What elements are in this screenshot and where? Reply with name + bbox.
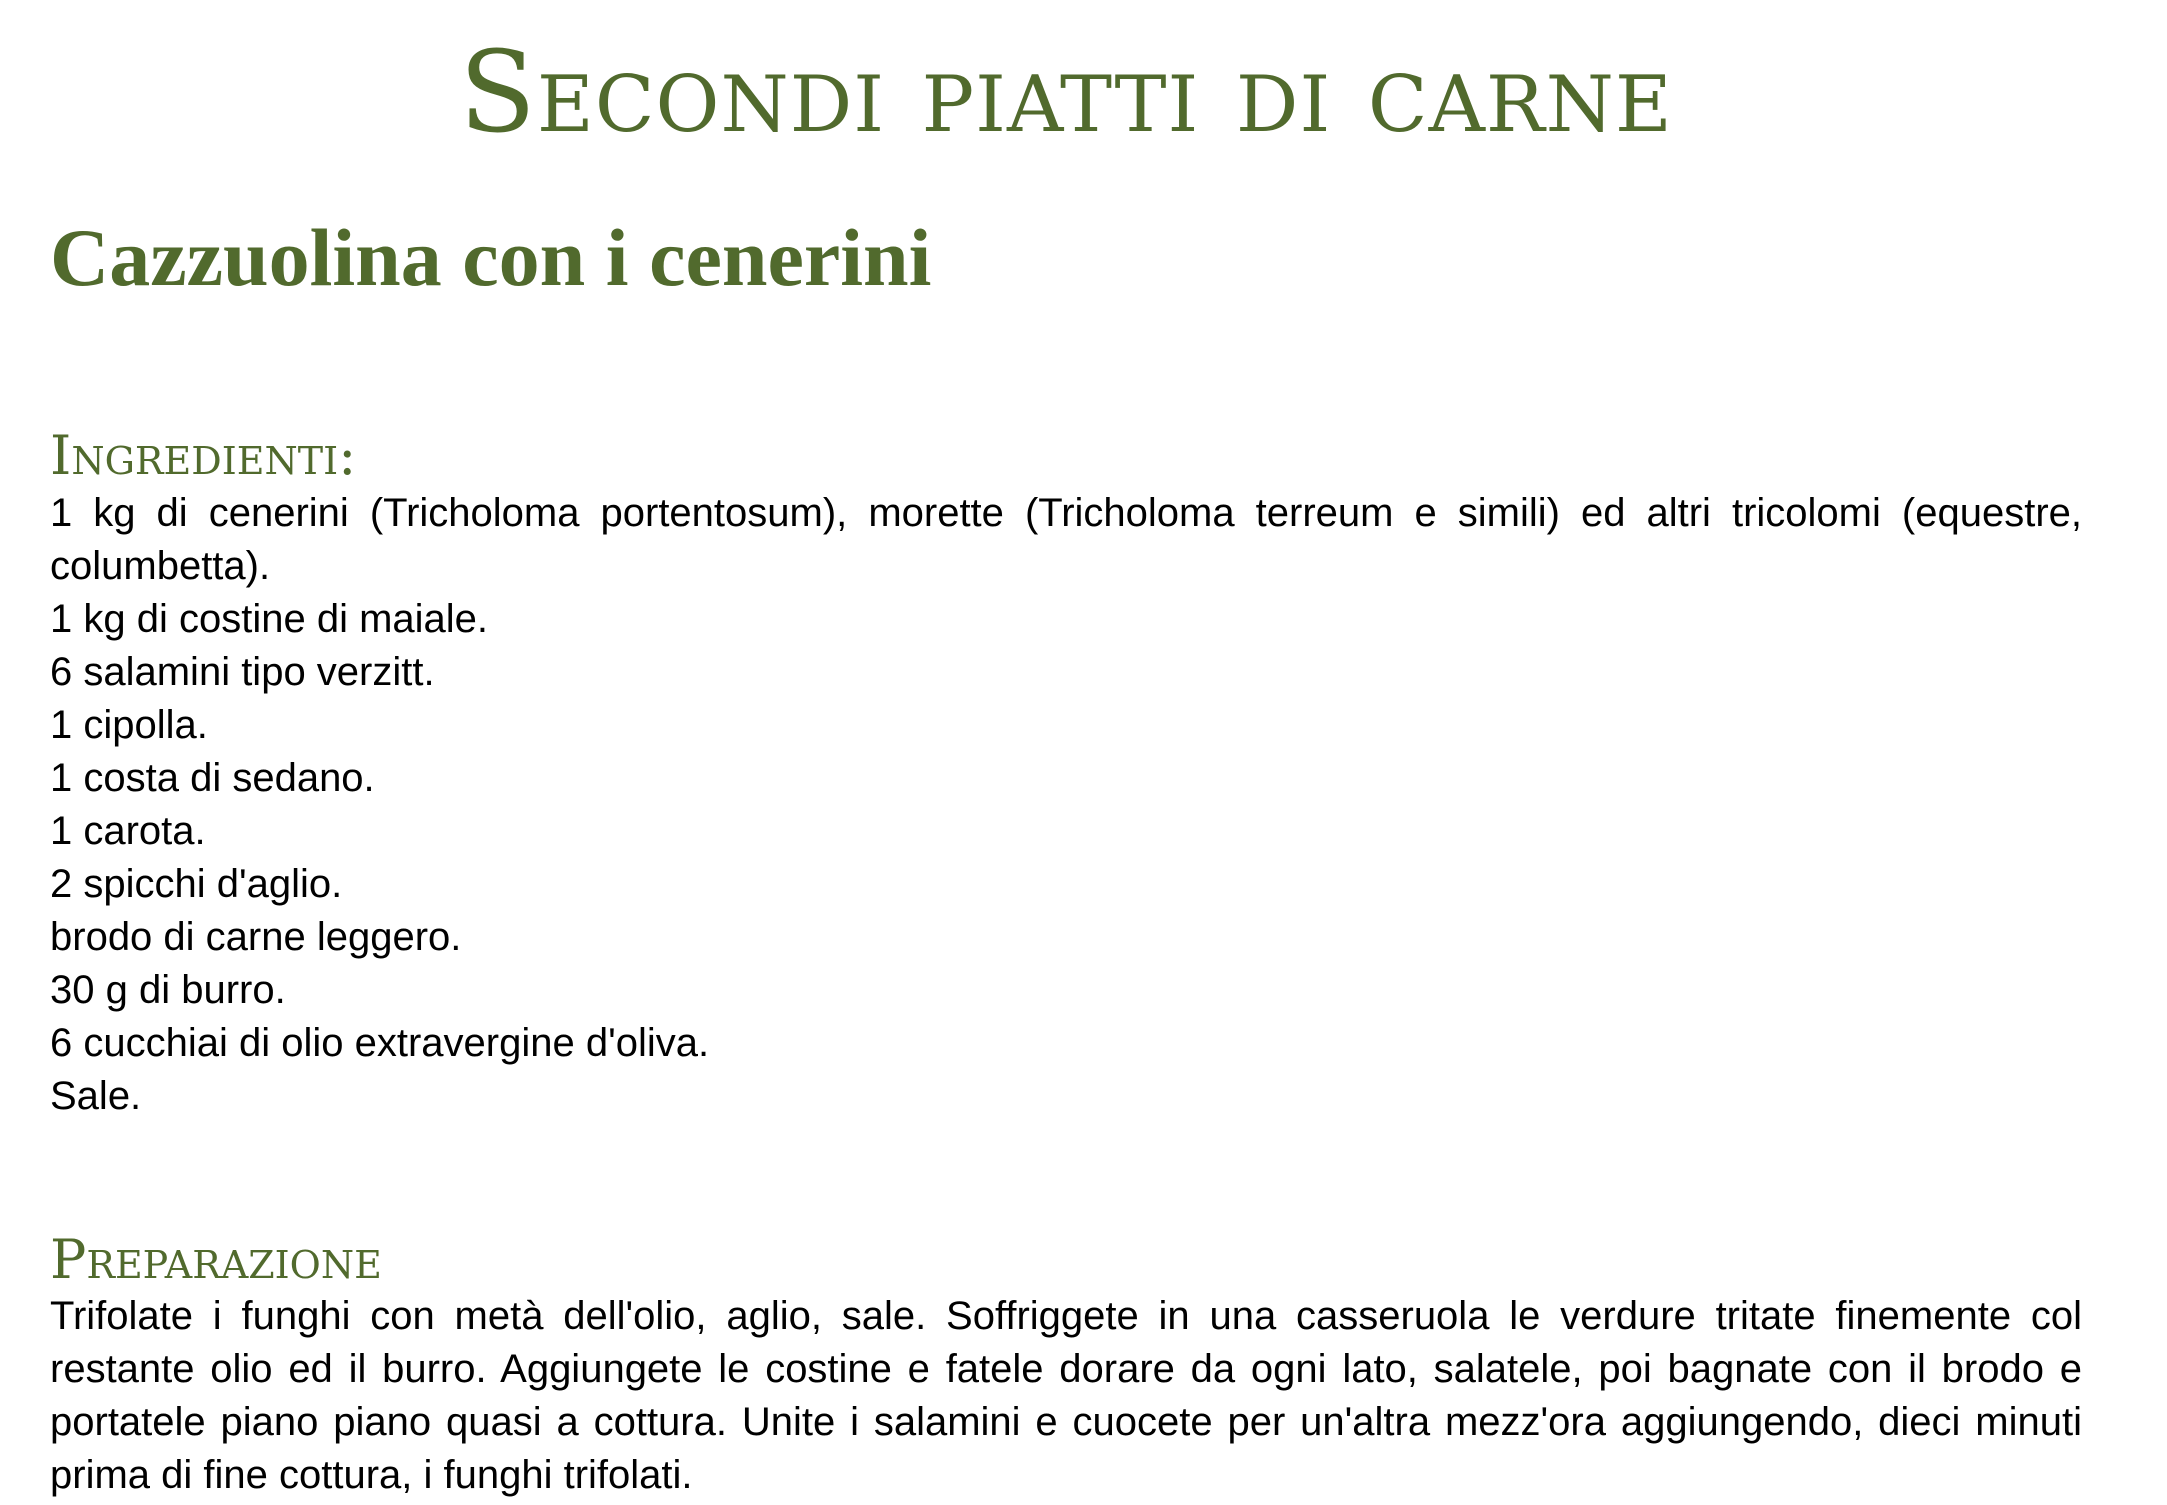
ingredient-item: 1 carota. [50, 809, 206, 853]
ingredient-item: 6 cucchiai di olio extravergine d'oliva. [50, 1021, 710, 1065]
ingredient-item: 6 salamini tipo verzitt. [50, 650, 435, 694]
ingredient-item: Sale. [50, 1074, 142, 1118]
preparation-heading: Preparazione [50, 1228, 382, 1291]
ingredient-item: 1 cipolla. [50, 703, 208, 747]
page-title: Secondi piatti di carne [459, 28, 1673, 158]
ingredients-heading: Ingredienti: [50, 424, 357, 487]
ingredients-list [50, 487, 2082, 1123]
ingredient-item: brodo di carne leggero. [50, 915, 462, 959]
ingredient-item: 1 kg di costine di maiale. [50, 597, 489, 641]
ingredient-item: 2 spicchi d'aglio. [50, 862, 343, 906]
preparation-text: Trifolate i funghi con metà dell'olio, aglio, sale. Soffriggete in una casseruola le verdure tritate finemente col restante olio ed il burro. Aggiungete le costine e fatele dorare da ogni lato, salatele, poi bagnate con il brodo e portatele piano piano quasi a cottura. Unite i salamini e cuocete per un'altra mezz'ora aggiungendo, dieci minuti prima di fine cottura, i funghi trifolati. [50, 1294, 2082, 1497]
recipe-title: Cazzuolina con i cenerini [50, 212, 932, 303]
ingredient-item: 1 costa di sedano. [50, 756, 375, 800]
ingredient-item: 30 g di burro. [50, 968, 286, 1012]
ingredient-item: 1 kg di cenerini (Tricholoma portentosum), morette (Tricholoma terreum e simili) ed altri tricolomi (equestre, columbetta). [50, 491, 2082, 588]
